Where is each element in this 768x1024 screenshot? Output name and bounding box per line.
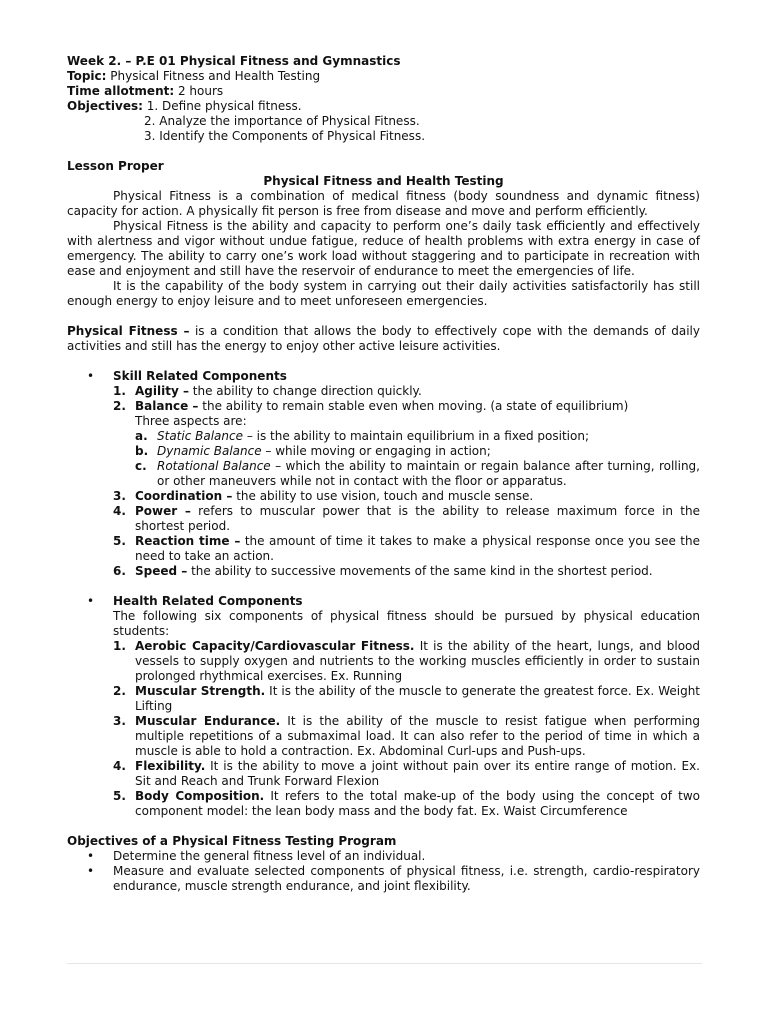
list-item — [113, 564, 700, 579]
item-text: It refers to the total make-up of the body using the concept of two component model: the lean body mass and the body fat. Ex. Waist Circumference — [135, 789, 700, 818]
item-term: Coordination – — [135, 489, 233, 503]
health-related-list — [113, 639, 700, 819]
item-text: refers to muscular power that is the ability to release maximum force in the shortest period. — [135, 504, 700, 533]
item-number: 1. — [113, 639, 126, 653]
time-allotment-label: Time allotment: — [67, 84, 175, 98]
testing-program-heading: Objectives of a Physical Fitness Testing Program — [67, 834, 397, 848]
objectives-line — [67, 99, 700, 114]
item-letter: a. — [135, 429, 148, 443]
page-divider — [67, 963, 702, 964]
bullet-icon: • — [87, 864, 95, 878]
topic-line — [67, 69, 700, 84]
item-text: the ability to change direction quickly. — [188, 384, 422, 398]
item-number: 5. — [113, 789, 126, 803]
aspects-intro: Three aspects are: — [135, 414, 247, 428]
list-item — [113, 684, 700, 714]
list-item — [135, 459, 700, 489]
list-item — [113, 789, 700, 819]
bullet-icon: • — [87, 594, 95, 608]
testing-objectives-list — [67, 849, 700, 894]
item-number: 2. — [113, 684, 126, 698]
item-term: Body Composition. — [135, 789, 265, 803]
list-item — [113, 534, 700, 564]
health-related-bullet — [67, 594, 700, 819]
document-title: Week 2. – P.E 01 Physical Fitness and Gymnastics — [67, 54, 401, 68]
list-item — [113, 399, 700, 489]
item-number: 3. — [113, 714, 126, 728]
definition-text: is a condition that allows the body to effectively cope with the demands of daily activities and still has the energy to enjoy other active leisure activities. — [67, 324, 700, 353]
topic-value: Physical Fitness and Health Testing — [106, 69, 321, 83]
list-item — [113, 504, 700, 534]
item-term: Agility – — [135, 384, 189, 398]
item-number: 3. — [113, 489, 126, 503]
item-text: – is the ability to maintain equilibrium in a fixed position; — [243, 429, 589, 443]
health-related-section — [67, 594, 700, 819]
item-term: Aerobic Capacity/Cardiovascular Fitness. — [135, 639, 415, 653]
item-term: Reaction time – — [135, 534, 241, 548]
list-item — [113, 639, 700, 684]
item-text: the ability to use vision, touch and muscle sense. — [232, 489, 534, 503]
health-related-intro: The following six components of physical fitness should be pursued by physical education students: — [113, 609, 700, 638]
skill-related-bullet — [67, 369, 700, 579]
item-number: 2. — [113, 399, 126, 413]
item-letter: b. — [135, 444, 149, 458]
item-number: 4. — [113, 759, 126, 773]
item-text: Measure and evaluate selected components of physical fitness, i.e. strength, cardio-respiratory endurance, muscle strength endurance, and joint flexibility. — [113, 864, 700, 893]
list-item — [113, 714, 700, 759]
lesson-title: Physical Fitness and Health Testing — [263, 174, 504, 188]
objective-3: 3. Identify the Components of Physical Fitness. — [144, 129, 426, 143]
item-term: Muscular Strength. — [135, 684, 266, 698]
item-text: It is the ability of the muscle to generate the greatest force. Ex. Weight Lifting — [135, 684, 701, 713]
lesson-proper-heading: Lesson Proper — [67, 159, 164, 173]
item-number: 4. — [113, 504, 126, 518]
item-text: It is the ability of the muscle to resist fatigue when performing multiple repetitions of a submaximal load. It can also refer to the period of time in which a muscle is able to hold a contraction. Ex. Abdominal Curl-ups and Push-ups. — [135, 714, 700, 758]
bullet-icon: • — [87, 369, 95, 383]
item-number: 6. — [113, 564, 126, 578]
physical-fitness-definition — [67, 324, 700, 354]
skill-related-section — [67, 369, 700, 579]
objective-1: 1. Define physical fitness. — [146, 99, 302, 113]
skill-related-heading: Skill Related Components — [113, 369, 287, 383]
item-text: It is the ability of the heart, lungs, and blood vessels to supply oxygen and nutrients to the working muscles efficiently in order to sustain prolonged rhythmical exercises. Ex. Running — [135, 639, 700, 683]
item-text: – while moving or engaging in action; — [261, 444, 491, 458]
list-item — [67, 849, 700, 864]
item-text: It is the ability to move a joint without pain over its entire range of motion. Ex. Sit and Reach and Trunk Forward Flexion — [135, 759, 700, 788]
item-term: Rotational Balance — [157, 459, 271, 473]
item-number: 1. — [113, 384, 126, 398]
item-term: Power – — [135, 504, 191, 518]
time-allotment-line — [67, 84, 700, 99]
item-term: Dynamic Balance — [157, 444, 262, 458]
item-term: Static Balance — [157, 429, 243, 443]
list-item — [113, 759, 700, 789]
item-term: Speed – — [135, 564, 188, 578]
item-text: – which the ability to maintain or regain balance after turning, rolling, or other maneuvers while not in contact with the floor or apparatus. — [157, 459, 700, 488]
item-text: Determine the general fitness level of an individual. — [113, 849, 426, 863]
item-term: Muscular Endurance. — [135, 714, 281, 728]
objectives-label: Objectives: — [67, 99, 143, 113]
list-item — [113, 384, 700, 399]
skill-related-list — [113, 384, 700, 579]
health-related-heading: Health Related Components — [113, 594, 303, 608]
bullet-icon: • — [87, 849, 95, 863]
item-term: Flexibility. — [135, 759, 206, 773]
time-allotment-value: 2 hours — [174, 84, 224, 98]
list-item — [67, 864, 700, 894]
item-text: the ability to successive movements of the same kind in the shortest period. — [187, 564, 653, 578]
topic-label: Topic: — [67, 69, 107, 83]
definition-term: Physical Fitness – — [67, 324, 190, 338]
item-number: 5. — [113, 534, 126, 548]
item-term: Balance – — [135, 399, 199, 413]
lesson-paragraph: Physical Fitness is the ability and capacity to perform one’s daily task efficiently and effectively with alertness and vigor without undue fatigue, reduce of health problems with extra energy in case of emergency. The ability to carry one’s work load without staggering and to participate in recreation with ease and enjoyment and still have the reservoir of endurance to meet the emergencies of life. — [67, 219, 700, 278]
balance-aspects-list — [135, 429, 700, 489]
list-item — [113, 489, 700, 504]
lesson-paragraph: Physical Fitness is a combination of medical fitness (body soundness and dynamic fitness) capacity for action. A physically fit person is free from disease and move and perform efficiently. — [67, 189, 700, 218]
objective-2: 2. Analyze the importance of Physical Fitness. — [144, 114, 420, 128]
list-item — [135, 444, 700, 459]
item-text: the amount of time it takes to make a physical response once you see the need to take an action. — [135, 534, 700, 563]
document-page — [67, 54, 700, 894]
item-letter: c. — [135, 459, 147, 473]
item-text: the ability to remain stable even when moving. (a state of equilibrium) — [198, 399, 629, 413]
list-item — [135, 429, 700, 444]
lesson-paragraph: It is the capability of the body system in carrying out their daily activities satisfactorily has still enough energy to enjoy leisure and to meet unforeseen emergencies. — [67, 279, 700, 308]
